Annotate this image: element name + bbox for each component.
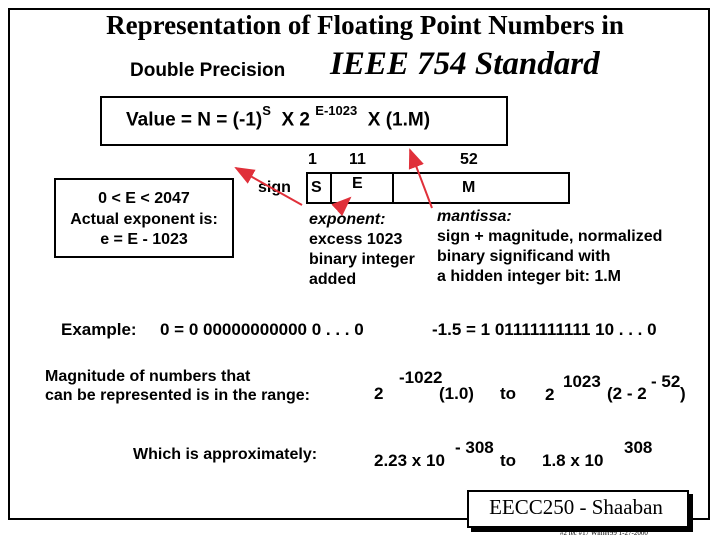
arrow-to-range-box bbox=[236, 168, 302, 205]
range-high-factor-close: ) bbox=[680, 384, 686, 403]
approx-low-exponent: - 308 bbox=[455, 438, 494, 457]
mantissa-field: M bbox=[462, 179, 476, 196]
mantissa-note-line: a hidden integer bit: 1.M bbox=[437, 268, 622, 285]
mantissa-note-title: mantissa: bbox=[437, 208, 512, 225]
exponent-note-line: binary integer bbox=[309, 251, 415, 268]
footer-small: #2 lec #17 Winter99 1-27-2000 bbox=[560, 529, 648, 537]
example-negative: -1.5 = 1 01111111111 10 . . . 0 bbox=[432, 320, 657, 339]
exponent-note-line: added bbox=[309, 271, 357, 288]
footer-brand: EECC250 - Shaaban bbox=[489, 495, 663, 519]
arrow-to-exponent-field bbox=[338, 198, 350, 209]
approx-to: to bbox=[500, 451, 517, 470]
exponent-field: E bbox=[352, 175, 363, 192]
formula-middle: X 2 bbox=[281, 109, 310, 131]
approx-high-exponent: 308 bbox=[624, 438, 653, 457]
range-low-base: 2 bbox=[374, 384, 384, 403]
formula-sign-exp: S bbox=[262, 103, 271, 118]
exponent-bit-count: 11 bbox=[349, 151, 366, 168]
approx-high: 1.8 x 10 bbox=[542, 451, 604, 470]
example-zero: 0 = 0 00000000000 0 . . . 0 bbox=[160, 320, 364, 339]
magnitude-label bbox=[45, 367, 345, 405]
subtitle-ieee: IEEE 754 Standard bbox=[330, 46, 600, 82]
formula-prefix: Value = N = (-1) bbox=[126, 109, 263, 131]
mantissa-note-line: sign + magnitude, normalized bbox=[437, 228, 663, 245]
actual-exponent-label: Actual exponent is: bbox=[70, 211, 218, 228]
magnitude-label-line: can be represented is in the range: bbox=[45, 387, 310, 404]
range-high-exponent: 1023 bbox=[563, 372, 601, 391]
exponent-note-title: exponent: bbox=[309, 211, 386, 228]
exponent-range: 0 < E < 2047 bbox=[98, 190, 190, 207]
magnitude-label-line: Magnitude of numbers that bbox=[45, 368, 251, 385]
approx-label: Which is approximately: bbox=[133, 446, 318, 463]
range-low-factor: (1.0) bbox=[439, 384, 474, 403]
range-low-exponent: -1022 bbox=[399, 368, 443, 387]
sign-label: sign bbox=[258, 179, 291, 196]
formula-exp: E-1023 bbox=[315, 103, 358, 118]
formula-suffix: X (1.M) bbox=[367, 109, 431, 131]
sign-bit-count: 1 bbox=[308, 151, 317, 168]
range-to: to bbox=[500, 384, 517, 403]
mantissa-note-line: binary significand with bbox=[437, 248, 611, 265]
actual-exponent-formula: e = E - 1023 bbox=[100, 231, 188, 248]
title-line-1: Representation of Floating Point Numbers in bbox=[106, 10, 624, 40]
range-high-factor: (2 - 2 bbox=[607, 384, 647, 403]
approx-low: 2.23 x 10 bbox=[374, 451, 445, 470]
subtitle-double-precision: Double Precision bbox=[130, 60, 286, 81]
sign-field: S bbox=[311, 179, 322, 196]
example-label: Example: bbox=[61, 320, 137, 339]
mantissa-bit-count: 52 bbox=[460, 151, 478, 168]
range-high-base: 2 bbox=[545, 385, 555, 404]
arrow-to-mantissa-field bbox=[410, 150, 432, 208]
range-high-factor-exponent: - 52 bbox=[651, 372, 681, 391]
exponent-note-line: excess 1023 bbox=[309, 231, 403, 248]
